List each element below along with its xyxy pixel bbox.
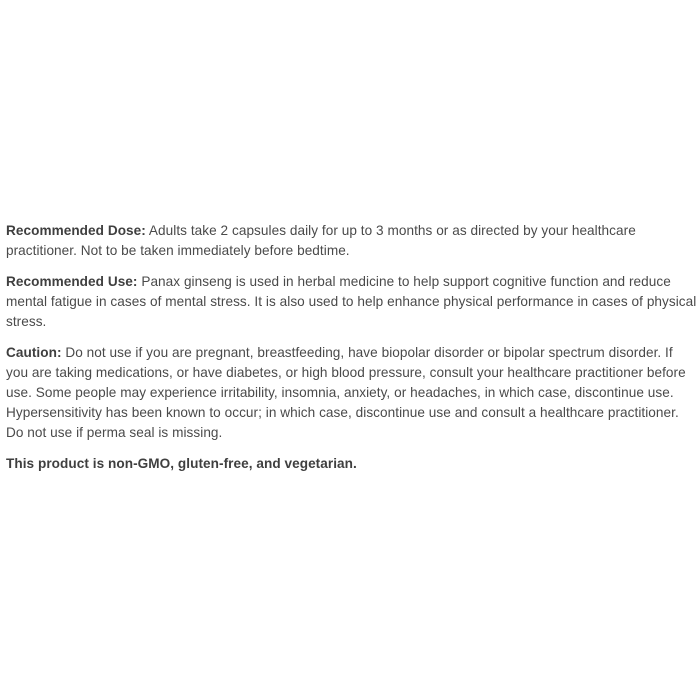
recommended-use-paragraph: [6, 272, 698, 332]
recommended-dose-label: Recommended Dose:: [6, 223, 146, 238]
caution-label: Caution:: [6, 345, 62, 360]
recommended-dose-text: Adults take 2 capsules daily for up to 3 months or as directed by your healthcare practitioner. Not to be taken immediately before bedtime.: [6, 223, 636, 258]
caution-paragraph: [6, 343, 698, 443]
product-info-text: [6, 221, 698, 485]
recommended-use-text: Panax ginseng is used in herbal medicine to help support cognitive function and reduce mental fatigue in cases of mental stress. It is also used to help enhance physical performance in cases of physical stress.: [6, 274, 697, 329]
product-note: This product is non-GMO, gluten-free, and vegetarian.: [6, 456, 357, 471]
caution-text: Do not use if you are pregnant, breastfeeding, have biopolar disorder or bipolar spectrum disorder. If you are taking medications, or have diabetes, or high blood pressure, consult your healthcare practitioner before use. Some people may experience irritability, insomnia, anxiety, or headaches, in which case, discontinue use. Hypersensitivity has been known to occur; in which case, discontinue use and consult a healthcare practitioner. Do not use if perma seal is missing.: [6, 345, 686, 440]
recommended-use-label: Recommended Use:: [6, 274, 138, 289]
recommended-dose-paragraph: [6, 221, 698, 261]
